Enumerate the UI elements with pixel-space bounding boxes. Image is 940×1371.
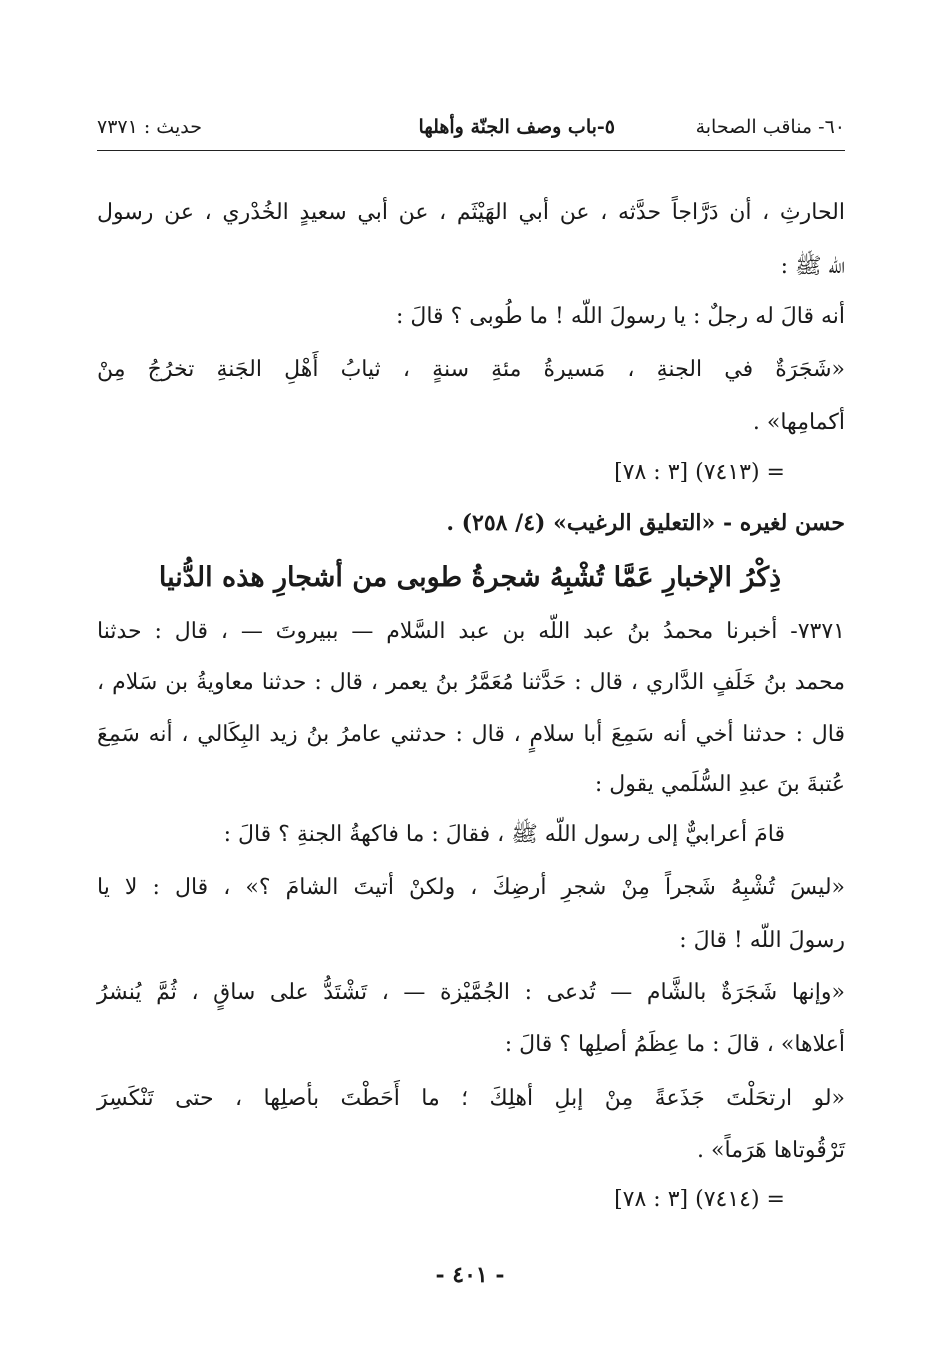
text-line: اللّه ﷺ : bbox=[780, 254, 845, 279]
section-heading: ذِكْرُ الإخبارِ عَمَّا تُشْبِهُ شجرةُ طوبى من أشجارِ هذه الدُّنيا bbox=[158, 562, 782, 593]
page-number: - ٤٠١ - bbox=[435, 1262, 505, 1288]
text-line: «وإنها شَجَرَةٌ بالشَّام — تُدعى : الجُمَّيْزة — ، تَشْتَدُّ على ساقٍ ، ثُمَّ يُنشرُ bbox=[97, 980, 845, 1005]
text-line: أعلاها» ، قالَ : ما عِظَمُ أصلِها ؟ قالَ : bbox=[504, 1032, 845, 1057]
text-line: محمد بنُ خَلَفٍ الدَّاري ، قال : حَدَّثنا مُعَمَّرُ بنُ يعمر ، قال : حدثنا معاويةُ بن سَلام ، bbox=[97, 670, 845, 695]
text-line: ٧٣٧١- أخبرنا محمدُ بنُ عبد اللّه بن عبد السَّلام — ببيروتَ — ، قال : حدثنا bbox=[97, 619, 845, 644]
text-line: تَرْقُوتاها هَرَماً» . bbox=[697, 1138, 845, 1163]
text-line: «ليسَ تُشْبِهُ شَجراً مِنْ شجرِ أرضِكَ ، ولكنْ أتيتَ الشامَ ؟» ، قال : لا يا bbox=[97, 875, 845, 900]
header-chapter-title: ٥-باب وصف الجنّة وأهلها bbox=[418, 116, 615, 138]
text-line: أنه قالَ له رجلٌ : يا رسولَ اللّه ! ما طُوبى ؟ قالَ : bbox=[395, 304, 845, 329]
text-line: قامَ أعرابيٌّ إلى رسول اللّه ﷺ ، فقالَ : ما فاكهةُ الجنةِ ؟ قالَ : bbox=[223, 822, 785, 847]
text-line: قال : حدثنا أخي أنه سَمِعَ أبا سلامٍ ، قال : حدثني عامرُ بنُ زيد البِكَالي ، أنه سَمِعَ bbox=[97, 722, 845, 747]
cross-reference: = (٧٤١٤) [٣ : ٧٨] bbox=[614, 1187, 785, 1212]
text-line: أكمامِها» . bbox=[752, 410, 845, 435]
header-book-section: ٦٠- مناقب الصحابة bbox=[695, 116, 845, 138]
grading-note: حسن لغيره - «التعليق الرغيب» (٤/ ٢٥٨) . bbox=[446, 510, 845, 536]
header-hadith-number: حديث : ٧٣٧١ bbox=[97, 116, 202, 138]
text-line: «شَجَرَةٌ في الجنةِ ، مَسيرةُ مئةِ سنةٍ ، ثيابُ أَهْلِ الجَنةِ تخرُجُ مِنْ bbox=[97, 357, 845, 382]
cross-reference: = (٧٤١٣) [٣ : ٧٨] bbox=[614, 460, 785, 485]
text-line: رسولَ اللّه ! قالَ : bbox=[679, 928, 845, 953]
text-line: «لو ارتحَلْتَ جَذَعةً مِنْ إبلِ أهلِكَ ؛ ما أَحَطْتَ بأصلِها ، حتى تَنْكَسِرَ bbox=[97, 1086, 845, 1111]
text-line: عُتبةَ بنَ عبدِ السُّلَمي يقول : bbox=[594, 772, 845, 797]
running-header bbox=[97, 110, 845, 151]
text-line: الحارثِ ، أن دَرَّاجاً حدَّثه ، عن أبي الهَيْثَم ، عن أبي سعيدٍ الخُدْري ، عن رسول bbox=[97, 200, 845, 225]
